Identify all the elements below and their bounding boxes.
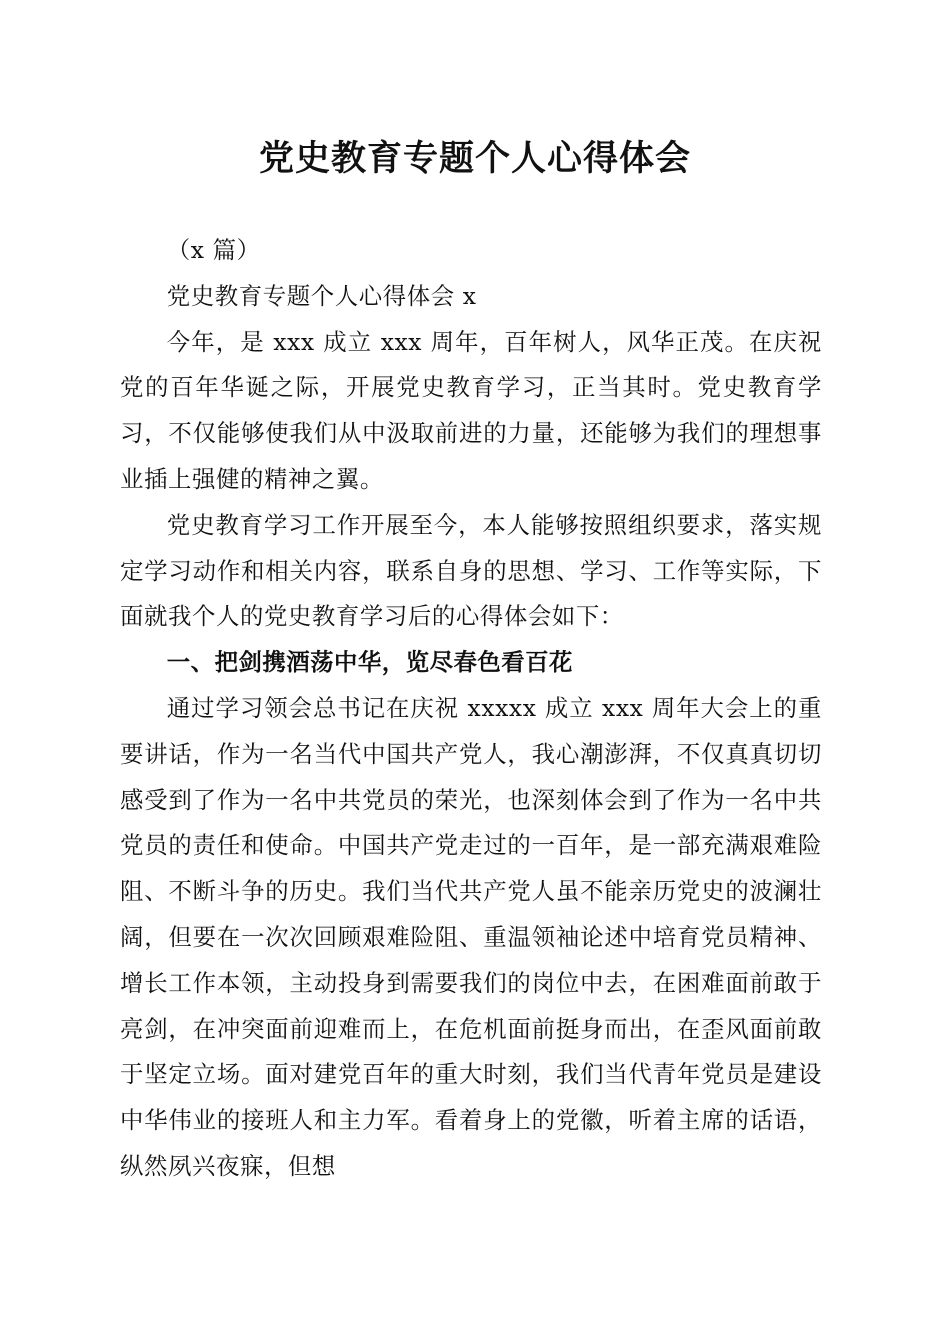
article-heading: 党史教育专题个人心得体会 x (166, 281, 477, 310)
document-title: 党史教育专题个人心得体会 (258, 138, 691, 179)
document-body (120, 228, 822, 1190)
body-paragraph: 党史教育学习工作开展至今，本人能够按照组织要求，落实规定学习动作和相关内容，联系自身的思想、学习、工作等实际，下面就我个人的党史教育学习后的心得体会如下： (120, 510, 822, 631)
subtitle-count: （x 篇） (166, 236, 261, 264)
section-heading: 一、把剑携酒荡中华，览尽春色看百花 (166, 648, 573, 677)
body-paragraph: 通过学习领会总书记在庆祝 xxxxx 成立 xxx 周年大会上的重要讲话，作为一名当代中国共产党人，我心潮澎湃，不仅真真切切感受到了作为一名中共党员的荣光，也深刻体会到了作为一名中共党员的责任和使命。中国共产党走过的一百年，是一部充满艰难险阻、不断斗争的历史。我们当代共产党人虽不能亲历党史的波澜壮阔，但要在一次次回顾艰难险阻、重温领袖论述中培育党员精神、增长工作本领，主动投身到需要我们的岗位中去，在困难面前敢于亮剑，在冲突面前迎难而上，在危机面前挺身而出，在歪风面前敢于坚定立场。面对建党百年的重大时刻，我们当代青年党员是建设中华伟业的接班人和主力军。看着身上的党徽，听着主席的话语，纵然夙兴夜寐，但想 (120, 693, 822, 1180)
body-paragraph: 今年，是 xxx 成立 xxx 周年，百年树人，风华正茂。在庆祝党的百年华诞之际，开展党史教育学习，正当其时。党史教育学习，不仅能够使我们从中汲取前进的力量，还能够为我们的理想事业插上强健的精神之翼。 (120, 327, 822, 493)
